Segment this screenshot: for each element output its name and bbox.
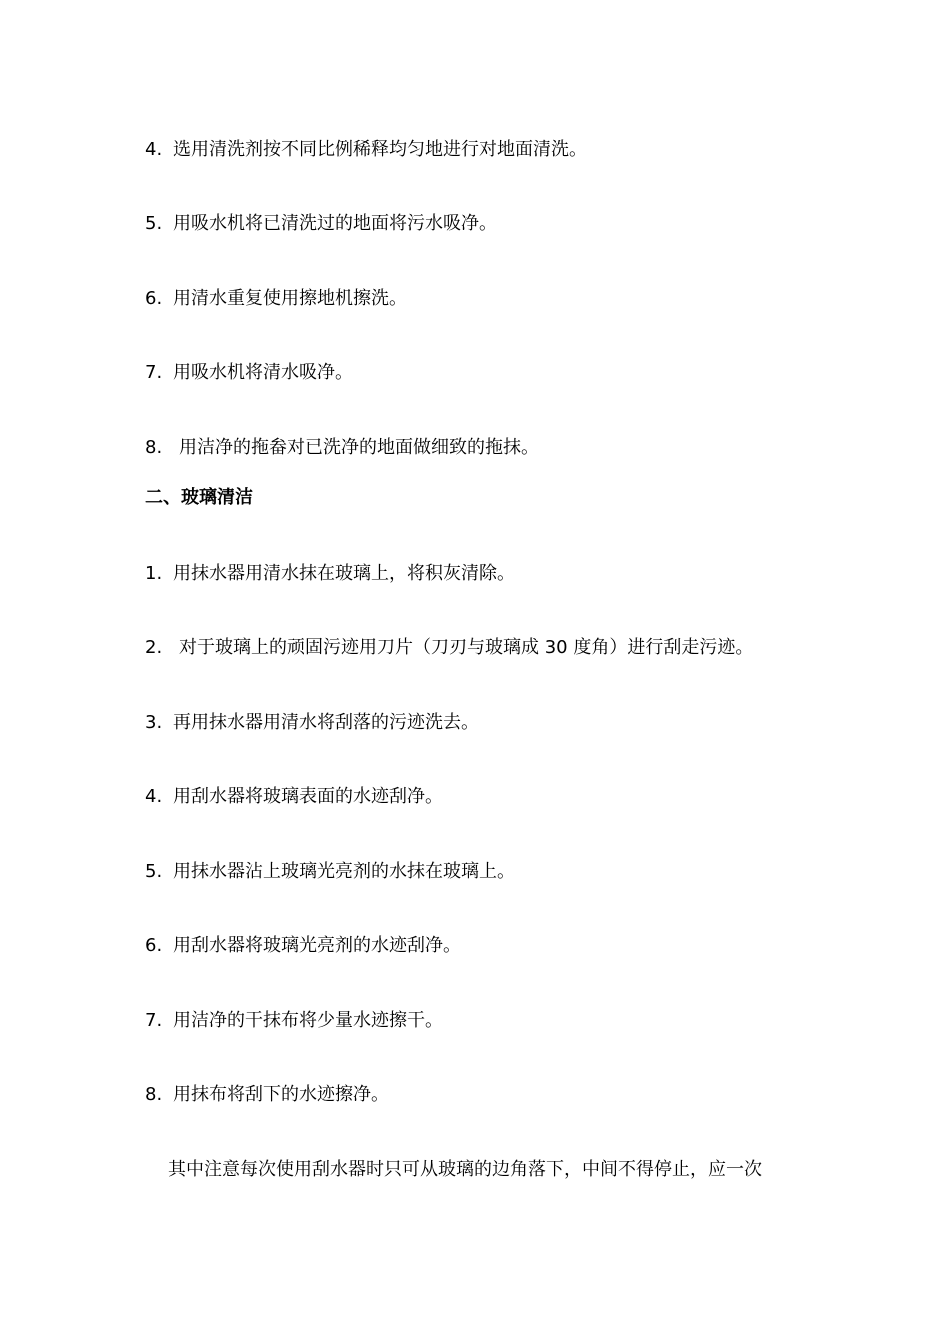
list-item [145, 1083, 389, 1107]
item-number: 3. [145, 712, 163, 733]
list-item [145, 138, 587, 162]
item-number: 4. [145, 786, 163, 807]
item-text: 用抹水器用清水抹在玻璃上，将积灰清除。 [173, 563, 515, 584]
list-item [145, 1009, 443, 1033]
section-heading: 二、玻璃清洁 [145, 487, 253, 508]
item-text: 再用抹水器用清水将刮落的污迹洗去。 [173, 712, 479, 733]
item-number: 6. [145, 288, 163, 309]
list-item [145, 562, 515, 586]
item-text: 用刮水器将玻璃表面的水迹刮净。 [173, 786, 443, 807]
item-text: 对于玻璃上的顽固污迹用刀片（刀刃与玻璃成 30 度角）进行刮走污迹。 [179, 637, 754, 658]
list-item [145, 711, 479, 735]
list-item [145, 436, 539, 460]
item-text: 选用清洗剂按不同比例稀释均匀地进行对地面清洗。 [173, 139, 587, 160]
item-number: 5. [145, 213, 163, 234]
item-text: 用抹水器沾上玻璃光亮剂的水抹在玻璃上。 [173, 861, 515, 882]
item-text: 用刮水器将玻璃光亮剂的水迹刮净。 [173, 935, 461, 956]
list-item [145, 361, 353, 385]
item-number: 4. [145, 139, 163, 160]
list-item [145, 212, 497, 236]
item-text: 用抹布将刮下的水迹擦净。 [173, 1084, 389, 1105]
item-text: 用洁净的拖畚对已洗净的地面做细致的拖抹。 [179, 437, 539, 458]
item-number: 7. [145, 362, 163, 383]
item-number: 1. [145, 563, 163, 584]
list-item [145, 636, 753, 660]
item-text: 用清水重复使用擦地机擦洗。 [173, 288, 407, 309]
item-number: 7. [145, 1010, 163, 1031]
item-text: 用洁净的干抹布将少量水迹擦干。 [173, 1010, 443, 1031]
item-number: 5. [145, 861, 163, 882]
item-number: 2. [145, 637, 163, 658]
note-paragraph: 其中注意每次使用刮水器时只可从玻璃的边角落下，中间不得停止，应一次 [168, 1159, 762, 1180]
item-text: 用吸水机将清水吸净。 [173, 362, 353, 383]
item-number: 6. [145, 935, 163, 956]
list-item [145, 785, 443, 809]
list-item [145, 287, 407, 311]
item-text: 用吸水机将已清洗过的地面将污水吸净。 [173, 213, 497, 234]
list-item [145, 934, 461, 958]
item-number: 8. [145, 437, 163, 458]
list-item [145, 860, 515, 884]
item-number: 8. [145, 1084, 163, 1105]
